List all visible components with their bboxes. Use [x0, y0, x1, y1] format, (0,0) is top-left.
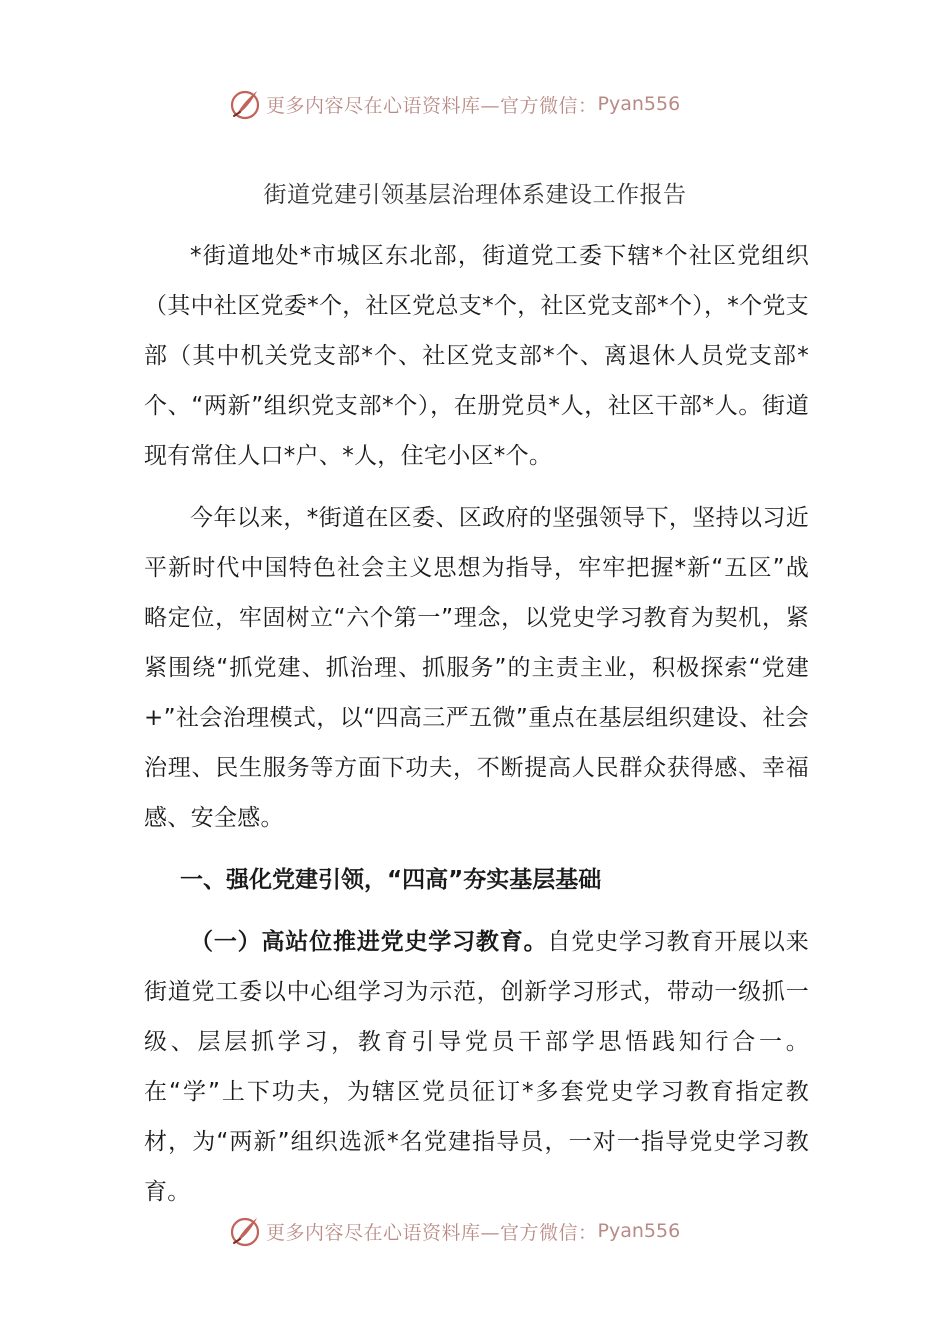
watermark-header [228, 86, 748, 122]
quill-pen-logo-icon [228, 1214, 262, 1248]
subsection-body: 自党史学习教育开展以来街道党工委以中心组学习为示范，创新学习形式，带动一级抓一级、层层抓学习，教育引导党员干部学思悟践知行合一。在“学”上下功夫，为辖区党员征订*多套党史学习教育指定教材，为“两新”组织选派*名党建指导员，一对一指导党史学习教育。 [144, 929, 809, 1205]
watermark-footer [228, 1213, 748, 1249]
document-title: 街道党建引领基层治理体系建设工作报告 [263, 182, 687, 208]
document-body [144, 231, 809, 1229]
subsection-paragraph [144, 917, 809, 1217]
quill-pen-logo-icon [228, 87, 262, 121]
paragraph-intro: *街道地处*市城区东北部，街道党工委下辖*个社区党组织（其中社区党委*个，社区党总支*个，社区党支部*个），*个党支部（其中机关党支部*个、社区党支部*个、离退休人员党支部*个、“两新”组织党支部*个），在册党员*人，社区干部*人。街道现有常住人口*户、*人，住宅小区*个。 [144, 243, 809, 469]
watermark-wechat-id: Pyan556 [597, 1220, 681, 1242]
watermark-text: 更多内容尽在心语资料库—官方微信： [266, 94, 598, 117]
watermark-text: 更多内容尽在心语资料库—官方微信： [266, 1221, 598, 1244]
paragraph-overview: 今年以来，*街道在区委、区政府的坚强领导下，坚持以习近平新时代中国特色社会主义思想为指导，牢牢把握*新“五区”战略定位，牢固树立“六个第一”理念，以党史学习教育为契机，紧紧围绕“抓党建、抓治理、抓服务”的主责主业，积极探索“党建+”社会治理模式，以“四高三严五微”重点在基层组织建设、社会治理、民生服务等方面下功夫，不断提高人民群众获得感、幸福感、安全感。 [144, 505, 809, 831]
subsection-lead: （一）高站位推进党史学习教育。 [190, 929, 548, 955]
watermark-wechat-id: Pyan556 [597, 93, 681, 115]
section-heading: 一、强化党建引领，“四高”夯实基层基础 [180, 867, 602, 893]
